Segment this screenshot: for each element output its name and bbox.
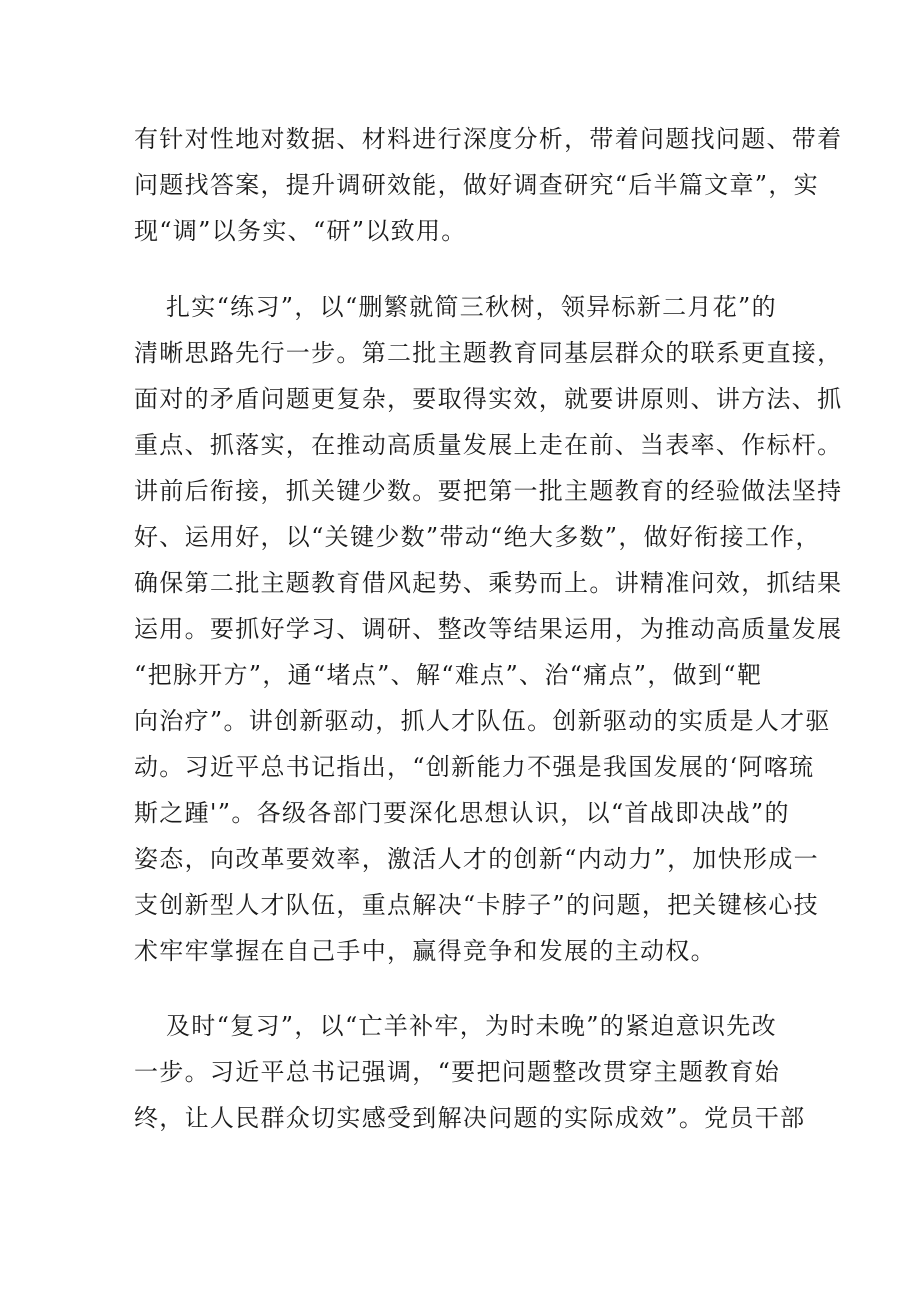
text-line: 讲前后衔接，抓关键少数。要把第一批主题教育的经验做法坚持 [134, 477, 843, 505]
text-line: 向治疗”。讲创新驱动，抓人才队伍。创新驱动的实质是人才驱 [134, 707, 831, 735]
text-line: “把脉开方”，通“堵点”、解“难点”、治“痛点”，做到“靶 [134, 661, 763, 689]
text-line: 终，让人民群众切实感受到解决问题的实际成效”。党员干部 [134, 1104, 806, 1132]
text-line: 动。习近平总书记指出，“创新能力不强是我国发展的‘阿喀琉 [134, 753, 815, 781]
text-line: 现“调”以务实、“研”以致用。 [134, 217, 467, 245]
text-line: 及时“复习”，以“亡羊补牢，为时未晚”的紧迫意识先改 [166, 1012, 777, 1040]
text-line: 好、运用好，以“关键少数”带动“绝大多数”，做好衔接工作， [134, 523, 821, 551]
text-line: 支创新型人才队伍，重点解决“卡脖子”的问题，把关键核心技 [134, 891, 819, 919]
text-line: 扎实“练习”，以“删繁就简三秋树，领异标新二月花”的 [166, 293, 777, 321]
text-line: 斯之踵'”。各级各部门要深化思想认识，以“首战即决战”的 [134, 799, 790, 827]
text-line: 面对的矛盾问题更复杂，要取得实效，就要讲原则、讲方法、抓 [134, 385, 843, 413]
text-line: 有针对性地对数据、材料进行深度分析，带着问题找问题、带着 [134, 125, 843, 153]
text-line: 一步。习近平总书记强调，“要把问题整改贯穿主题教育始 [134, 1058, 781, 1086]
text-line: 术牢牢掌握在自己手中，赢得竞争和发展的主动权。 [134, 937, 716, 965]
text-line: 确保第二批主题教育借风起势、乘势而上。讲精准问效，抓结果 [134, 569, 843, 597]
text-line: 问题找答案，提升调研效能，做好调查研究“后半篇文章”，实 [134, 171, 819, 199]
text-line: 重点、抓落实，在推动高质量发展上走在前、当表率、作标杆。 [134, 431, 843, 459]
text-line: 运用。要抓好学习、调研、整改等结果运用，为推动高质量发展 [134, 615, 843, 643]
text-line: 姿态，向改革要效率，激活人才的创新“内动力”，加快形成一 [134, 845, 819, 873]
text-line: 清晰思路先行一步。第二批主题教育同基层群众的联系更直接， [134, 339, 843, 367]
